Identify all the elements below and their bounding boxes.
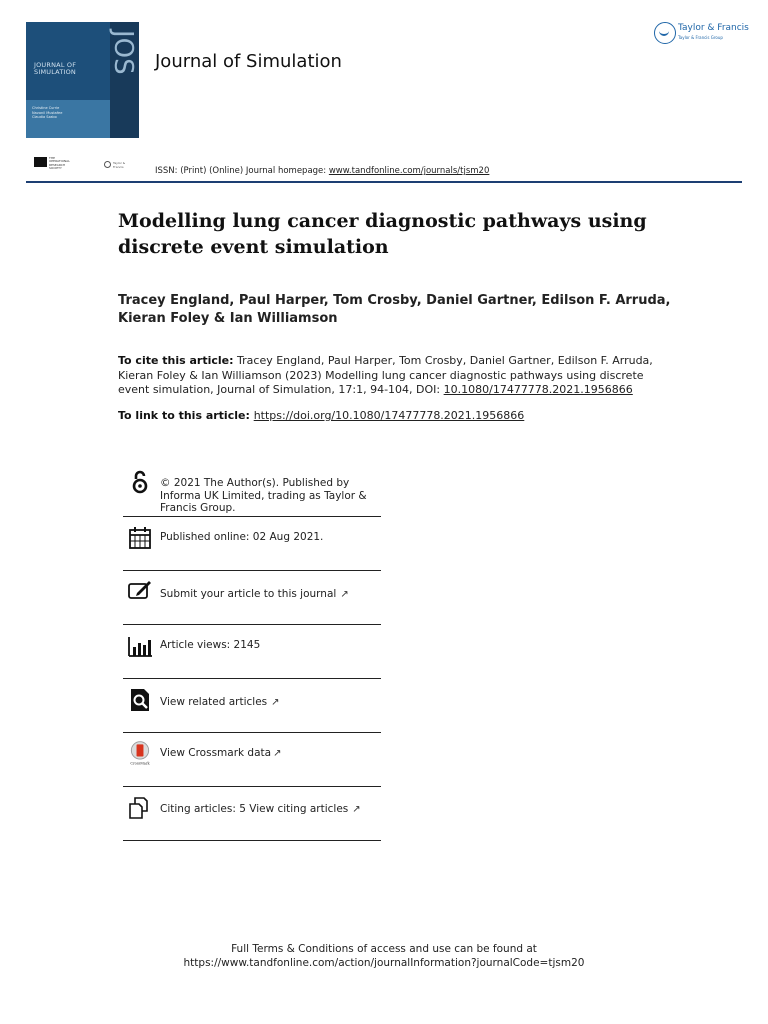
crossmark-caption: CrossMark [130, 761, 150, 766]
footer-terms: Full Terms & Conditions of access and use can be found at [231, 943, 537, 955]
citation-block [118, 354, 678, 398]
article-title: Modelling lung cancer diagnostic pathways using discrete event simulation [118, 210, 647, 258]
cover-big-letters: JOS [108, 30, 138, 75]
crossmark-link[interactable] [160, 747, 382, 761]
article-authors: Tracey England, Paul Harper, Tom Crosby, Daniel Gartner, Edilson F. Arruda, Kieran Foley & Ian Williamson [118, 293, 671, 326]
bar-chart-icon [127, 633, 153, 659]
external-link-icon: ↗ [273, 748, 282, 759]
taylor-francis-logo-icon [654, 22, 676, 44]
article-views: Article views: 2145 [160, 639, 261, 651]
search-document-icon [127, 687, 153, 713]
tf-small-logo-text: Taylor & Francis [113, 161, 126, 169]
related-articles-link[interactable] [160, 696, 382, 710]
crossmark-text: View Crossmark data [160, 747, 272, 759]
open-access-icon [127, 470, 153, 496]
external-link-icon: ↗ [352, 804, 361, 815]
journal-homepage-link[interactable]: www.tandfonline.com/journals/tjsm20 [328, 166, 490, 176]
cite-text: Tracey England, Paul Harper, Tom Crosby, Daniel Gartner, Edilson F. Arruda, Kieran Foley & Ian Williamson (2023) Modelling lung cancer diagnostic pathways using discrete event simulation, Journal of Simulation, 17:1, 94-104, DOI: [118, 354, 653, 396]
tf-small-logo [104, 160, 134, 168]
citing-articles-icon [127, 795, 153, 821]
license-text: © 2021 The Author(s). Published by Informa UK Limited, trading as Taylor & Francis Group. [160, 477, 367, 514]
doi-link[interactable]: 10.1080/17477778.2021.1956866 [443, 383, 633, 396]
article-link-block [118, 408, 678, 423]
publisher-sub: Taylor & Francis Group [678, 35, 723, 40]
info-row-related[interactable] [123, 679, 381, 733]
tf-small-logo-icon [104, 161, 111, 168]
journal-title[interactable]: Journal of Simulation [155, 51, 342, 72]
info-row-crossmark[interactable] [123, 733, 381, 787]
publisher-name: Taylor & Francis [678, 23, 749, 33]
society-logo-mark [34, 157, 47, 167]
header-divider [26, 181, 742, 183]
info-row-citing[interactable] [123, 787, 381, 841]
cover-title: JOURNAL OF SIMULATION [34, 61, 77, 76]
issn-line [155, 166, 489, 176]
cover-editors: Christine Currie Navonil Mustafee Claudia Szabo [32, 106, 63, 119]
cite-label: To cite this article: [118, 354, 234, 367]
citing-articles-text: Citing articles: 5 View citing articles [160, 803, 349, 815]
citing-articles-link[interactable] [160, 803, 382, 817]
calendar-icon [127, 525, 153, 551]
info-row-published [123, 517, 381, 571]
article-doi-url[interactable]: https://doi.org/10.1080/17477778.2021.1956866 [253, 409, 525, 422]
info-row-submit[interactable] [123, 571, 381, 625]
published-date: Published online: 02 Aug 2021. [160, 531, 324, 543]
taylor-francis-logo[interactable] [654, 22, 750, 46]
society-logo-text: THE OPERATIONAL RESEARCH SOCIETY [49, 156, 70, 171]
info-row-views [123, 625, 381, 679]
external-link-icon: ↗ [340, 589, 349, 600]
edit-icon [127, 578, 153, 604]
page-footer [0, 942, 768, 970]
footer-terms-url[interactable]: https://www.tandfonline.com/action/journalInformation?journalCode=tjsm20 [183, 957, 585, 969]
article-info-list [123, 467, 381, 841]
submit-article-link[interactable] [160, 588, 382, 602]
related-articles-text: View related articles [160, 696, 268, 708]
external-link-icon: ↗ [271, 697, 280, 708]
crossmark-icon [127, 740, 153, 766]
issn-text: ISSN: (Print) (Online) Journal homepage: [155, 166, 329, 176]
link-label: To link to this article: [118, 409, 254, 422]
info-row-license [123, 467, 381, 517]
submit-article-text: Submit your article to this journal [160, 588, 337, 600]
society-logo [34, 156, 70, 171]
journal-cover [26, 22, 139, 138]
